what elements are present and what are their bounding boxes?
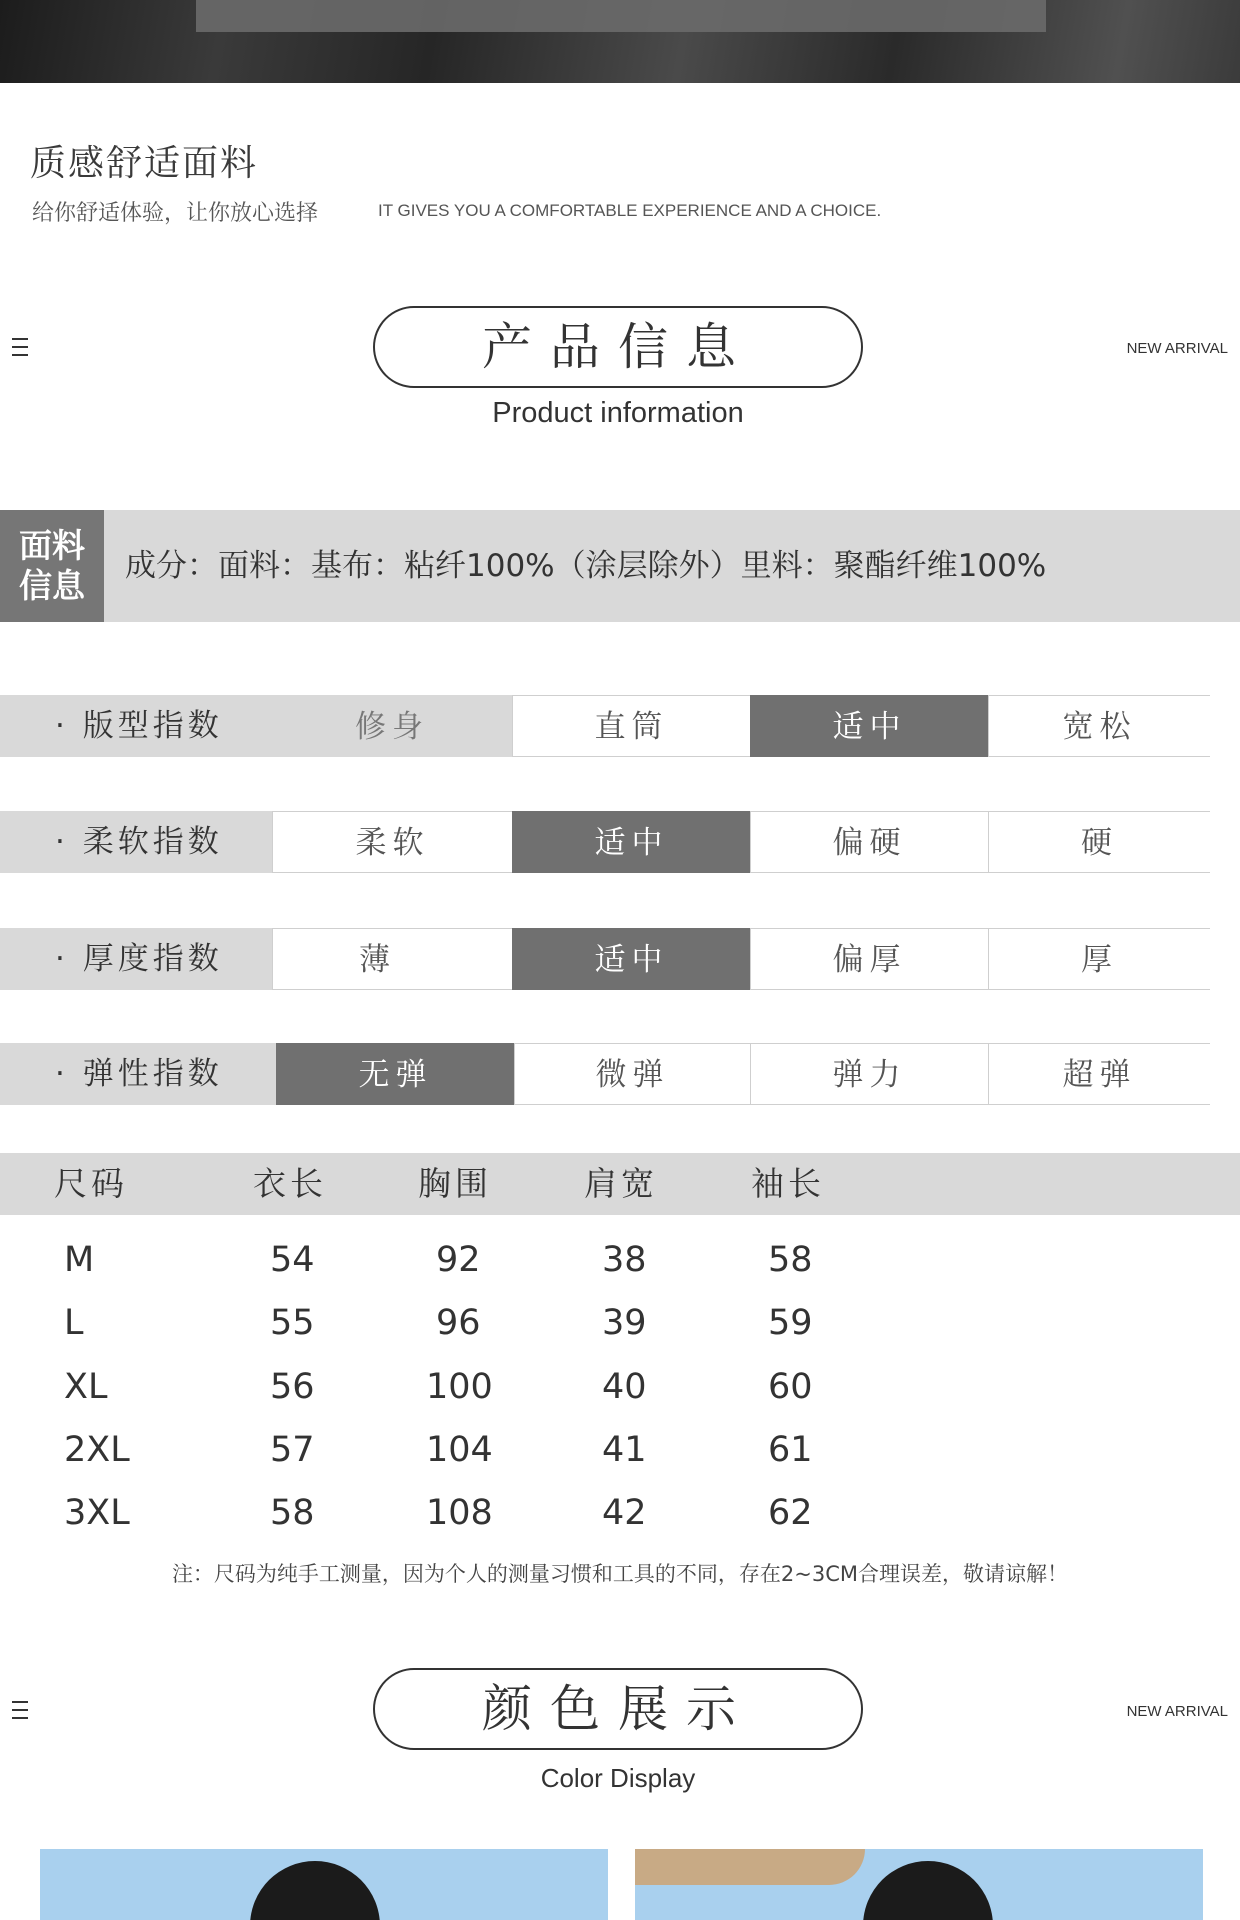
length-cell: 56 [270, 1367, 315, 1407]
shoulder-cell: 42 [602, 1493, 647, 1533]
size-cell: 2XL [64, 1430, 130, 1470]
size-header-size: 尺码 [54, 1164, 128, 1203]
length-cell: 55 [270, 1303, 315, 1343]
table-row [0, 1293, 1240, 1353]
index-option-selected: 适中 [512, 811, 750, 873]
size-note: 注：尺码为纯手工测量，因为个人的测量习惯和工具的不同，存在2~3CM合理误差，敬请谅解！ [171, 1562, 1069, 1586]
shoulder-cell: 38 [602, 1240, 647, 1280]
table-row [0, 1483, 1240, 1543]
chest-cell: 96 [436, 1303, 481, 1343]
sleeve-cell: 58 [768, 1240, 813, 1280]
product-photo[interactable] [40, 1849, 608, 1920]
fabric-subtitle-cn: 给你舒适体验，让你放心选择 [32, 201, 319, 226]
shoulder-cell: 40 [602, 1367, 647, 1407]
index-option: 偏厚 [750, 928, 988, 990]
index-option: 直筒 [512, 695, 750, 757]
chest-cell: 104 [426, 1430, 493, 1470]
table-row [0, 1357, 1240, 1417]
table-row [0, 1230, 1240, 1290]
index-option: 偏硬 [750, 811, 988, 873]
index-option: 微弹 [514, 1043, 750, 1105]
menu-icon[interactable] [12, 338, 28, 362]
size-cell: XL [64, 1367, 108, 1407]
length-cell: 58 [270, 1493, 315, 1533]
product-info-title: 产品信息 [373, 306, 863, 388]
menu-icon[interactable] [12, 1701, 28, 1725]
index-option: 厚 [988, 928, 1210, 990]
model-hair [250, 1861, 380, 1920]
fabric-info-band [0, 510, 1240, 622]
fabric-composition: 成分：面料：基布：粘纤100%（涂层除外）里料：聚酯纤维100% [125, 548, 1047, 584]
index-option-selected: 适中 [750, 695, 988, 757]
index-option: 超弹 [988, 1043, 1210, 1105]
new-arrival-label: NEW ARRIVAL [1126, 340, 1228, 357]
index-option: 薄 [272, 928, 512, 990]
index-option: 柔软 [272, 811, 512, 873]
fabric-subtitle-en: IT GIVES YOU A COMFORTABLE EXPERIENCE AND A CHOICE. [378, 201, 882, 220]
index-row-thickness [0, 928, 1210, 990]
photo-overlay-bar [196, 0, 1046, 32]
fabric-info-label [0, 510, 104, 622]
length-cell: 54 [270, 1240, 315, 1280]
chest-cell: 92 [436, 1240, 481, 1280]
sleeve-cell: 60 [768, 1367, 813, 1407]
table-row [0, 1420, 1240, 1480]
size-cell: L [64, 1303, 84, 1343]
sleeve-cell: 59 [768, 1303, 813, 1343]
size-header-shoulder: 肩宽 [584, 1164, 658, 1203]
length-cell: 57 [270, 1430, 315, 1470]
index-option: 硬 [988, 811, 1210, 873]
size-table-header [0, 1153, 1240, 1215]
model-hair [863, 1861, 993, 1920]
shoulder-cell: 39 [602, 1303, 647, 1343]
chest-cell: 108 [426, 1493, 493, 1533]
index-option-selected: 适中 [512, 928, 750, 990]
fabric-label-line1: 面料 [19, 526, 85, 565]
shoulder-cell: 41 [602, 1430, 647, 1470]
size-header-chest: 胸围 [418, 1164, 492, 1203]
new-arrival-label: NEW ARRIVAL [1126, 1703, 1228, 1720]
size-header-sleeve: 袖长 [751, 1164, 825, 1203]
index-label: · 弹性指数 [0, 1043, 276, 1105]
fabric-title: 质感舒适面料 [30, 143, 259, 184]
product-info-subtitle: Product information [492, 397, 744, 429]
color-display-subtitle: Color Display [540, 1763, 696, 1793]
fabric-label-line2: 信息 [19, 566, 85, 605]
size-header-length: 衣长 [253, 1164, 327, 1203]
index-option: 宽松 [988, 695, 1210, 757]
index-option: 弹力 [750, 1043, 988, 1105]
index-option-selected: 无弹 [276, 1043, 514, 1105]
color-display-title: 颜色展示 [373, 1668, 863, 1750]
product-photo[interactable] [635, 1849, 1203, 1920]
index-row-elasticity [0, 1043, 1210, 1105]
index-option: 修身 [272, 695, 512, 757]
size-cell: M [64, 1240, 95, 1280]
index-label: · 版型指数 [0, 695, 512, 757]
index-row-softness [0, 811, 1210, 873]
background-fountain [635, 1849, 865, 1885]
index-label: · 柔软指数 [0, 811, 272, 873]
sleeve-cell: 62 [768, 1493, 813, 1533]
index-row-fit [0, 695, 1210, 757]
fabric-photo [0, 0, 1240, 83]
sleeve-cell: 61 [768, 1430, 813, 1470]
chest-cell: 100 [426, 1367, 493, 1407]
index-label: · 厚度指数 [0, 928, 272, 990]
size-cell: 3XL [64, 1493, 130, 1533]
